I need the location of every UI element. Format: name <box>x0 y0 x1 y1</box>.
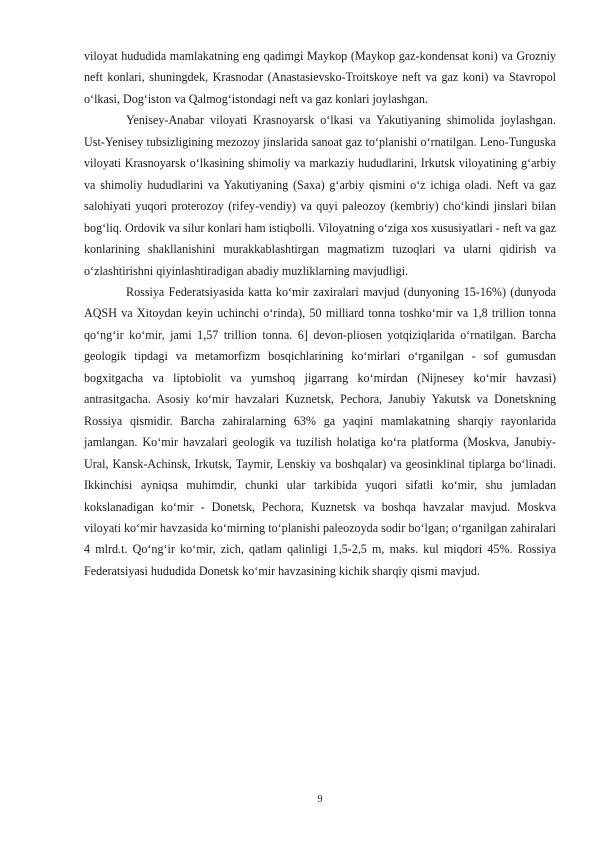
paragraph-2: Yenisey-Anabar viloyati Krasnoyarsk o‘lkasi va Yakutiyaning shimolida joylashgan. Ust-Yenisey tubsizligining mezozoy jinslarida sanoat gaz to‘planishi o‘rnatilgan. Leno-Tunguska viloyati Krasnoyarsk o‘lkasining shimoliy va markaziy hududlarini, Irkutsk viloyatining g‘arbiy va shimoliy hududlarini va Yakutiyaning (Saxa) g‘arbiy qismini o‘z ichiga oladi. Neft va gaz salohiyati yuqori proterozoy (rifey-vendiy) va quyi paleozoy (kembriy) cho‘kindi jinslari bilan bog‘liq. Ordovik va silur konlari ham istiqbolli. Viloyatning o‘ziga xos xususiyatlari - neft va gaz konlarining shakllanishini murakkablashtirgan magmatizm tuzoqlari va ularni qidirish va o‘zlashtirishni qiyinlashtiradigan abadiy muzliklarning mavjudligi. <box>84 113 556 278</box>
document-body <box>84 46 556 582</box>
paragraph-3: Rossiya Federatsiyasida katta ko‘mir zaxiralari mavjud (dunyoning 15-16%) (dunyoda AQSH va Xitoydan keyin uchinchi o‘rinda), 50 milliard tonna toshko‘mir va 1,8 trillion tonna qo‘ng‘ir ko‘mir, jami 1,57 trillion tonna. 6] devon-pliosen yotqiziqlarida o‘rnatilgan. Barcha geologik tipdagi va metamorfizm bosqichlarining ko‘mirlari o‘rganilgan - sof gumusdan bogxitgacha va liptobiolit va yumshoq jigarrang ko‘mirdan (Nijnesey ko‘mir havzasi) antrasitgacha. Asosiy ko‘mir havzalari Kuznetsk, Pechora, Janubiy Yakutsk va Donetskning Rossiya qismidir. Barcha zahiralarning 63% ga yaqini mamlakatning sharqiy rayonlarida jamlangan. Ko‘mir havzalari geologik va tuzilish holatiga ko‘ra platforma (Moskva, Janubiy-Ural, Kansk-Achinsk, Irkutsk, Taymir, Lenskiy va boshqalar) va geosinklinal tiplarga bo‘linadi. Ikkinchisi ayniqsa muhimdir, chunki ular tarkibida yuqori sifatli ko‘mir, shu jumladan kokslanadigan ko‘mir - Donetsk, Pechora, Kuznetsk va boshqa havzalar mavjud. Moskva viloyati ko‘mir havzasida ko‘mirning to‘planishi paleozoyda sodir bo‘lgan; o‘rganilgan zahiralari 4 mlrd.t. Qo‘ng‘ir ko‘mir, zich, qatlam qalinligi 1,5-2,5 m, maks. kul miqdori 45%. Rossiya Federatsiyasi hududida Donetsk ko‘mir havzasining kichik sharqiy qismi mavjud. <box>84 284 556 578</box>
paragraph-1: viloyat hududida mamlakatning eng qadimgi Maykop (Maykop gaz-kondensat koni) va Grozniy neft konlari, shuningdek, Krasnodar (Anastasievsko-Troitskoye neft va gaz koni) va Stavropol o‘lkasi, Dog‘iston va Qalmog‘istondagi neft va gaz konlari joylashgan. <box>84 49 556 106</box>
page-number: 9 <box>317 794 323 805</box>
